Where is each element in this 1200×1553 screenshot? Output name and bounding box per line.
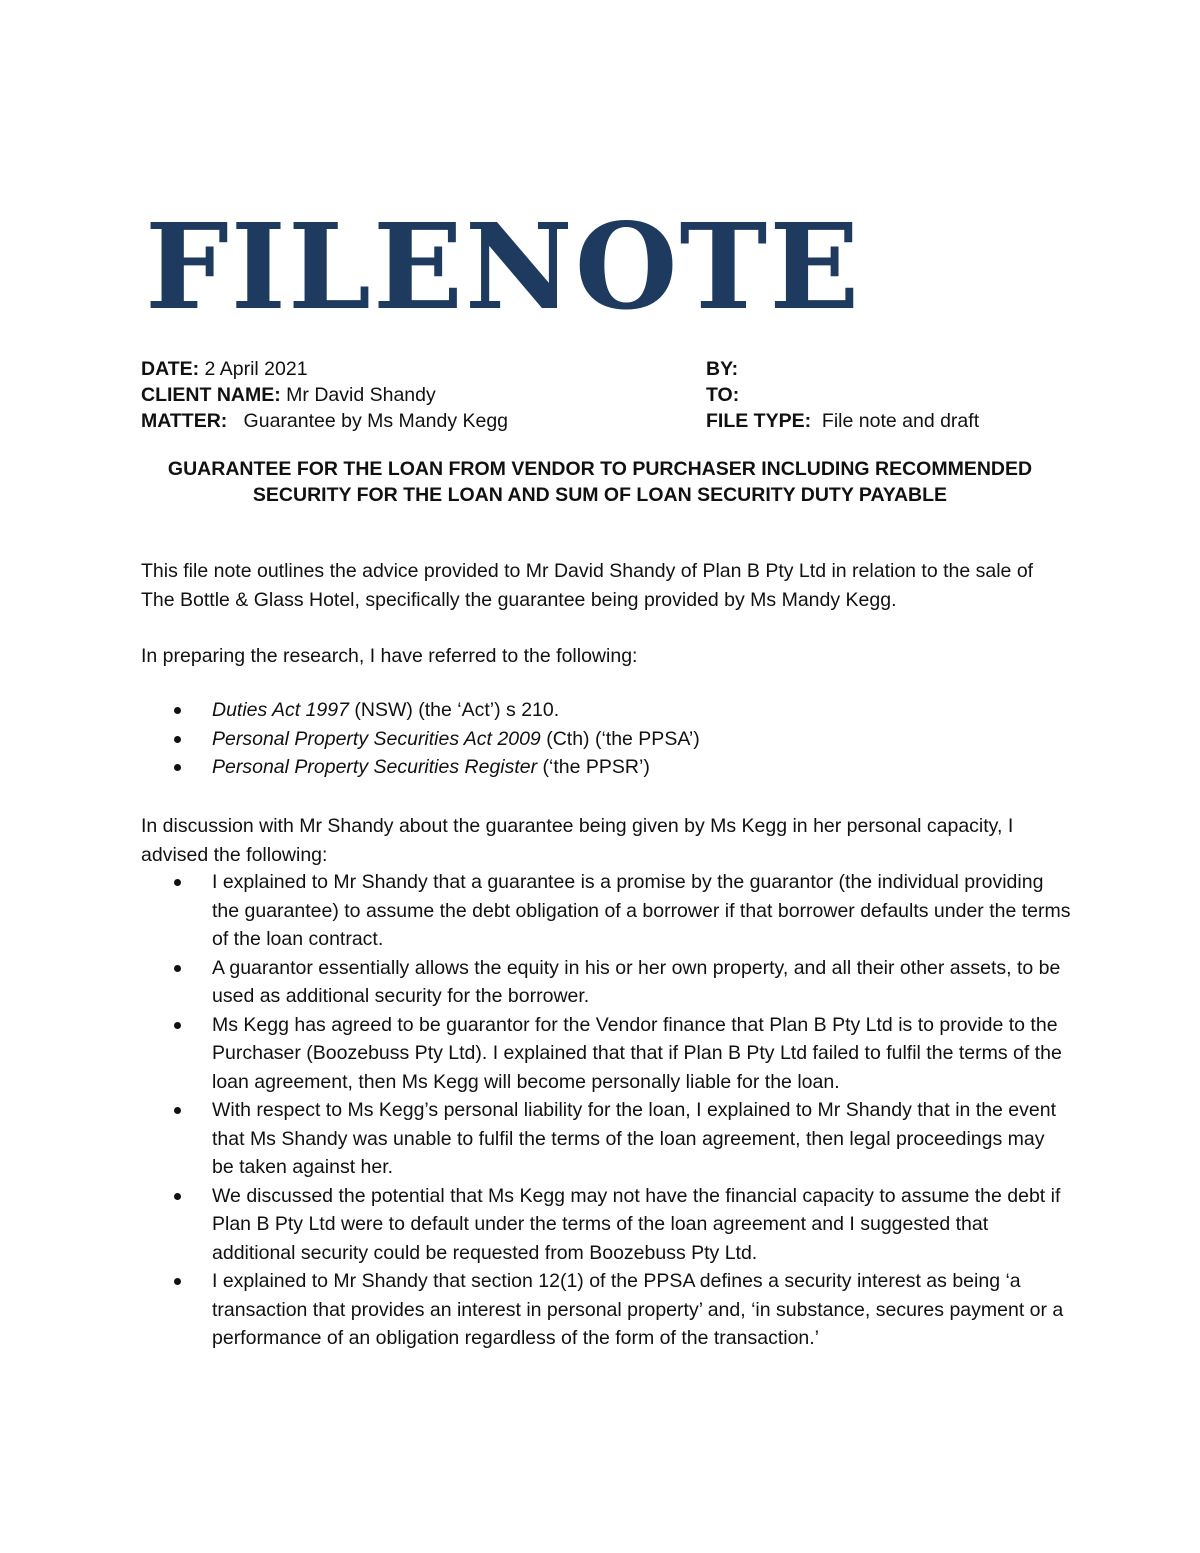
- list-item: [141, 696, 1071, 725]
- bullet-icon: [174, 707, 181, 714]
- list-item: [141, 1096, 1071, 1182]
- advice-text: A guarantor essentially allows the equity in his or her own property, and all their other assets, to be used as additional security for the borrower.: [212, 956, 1061, 1007]
- reference-detail: (Cth) (‘the PPSA’): [540, 727, 700, 750]
- bullet-icon: [174, 764, 181, 771]
- meta-label: BY:: [706, 358, 739, 380]
- meta-label: CLIENT NAME:: [141, 384, 281, 406]
- meta-label: MATTER:: [141, 410, 228, 432]
- list-item: [141, 753, 1071, 782]
- meta-label: FILE TYPE:: [706, 410, 812, 432]
- list-item: [141, 1267, 1071, 1353]
- list-item: [141, 868, 1071, 954]
- bullet-icon: [174, 965, 181, 972]
- meta-left-block: [141, 356, 681, 434]
- meta-date: [141, 356, 681, 382]
- advice-text: We discussed the potential that Ms Kegg may not have the financial capacity to assume the debt if Plan B Pty Ltd were to default under the terms of the loan agreement and I suggested that additional security could be requested from Boozebuss Pty Ltd.: [212, 1184, 1061, 1264]
- list-item: [141, 725, 1071, 754]
- meta-value: File note and draft: [811, 410, 980, 432]
- meta-client-name: [141, 382, 681, 408]
- bullet-icon: [174, 1107, 181, 1114]
- meta-label: DATE:: [141, 358, 200, 380]
- bullet-icon: [174, 736, 181, 743]
- meta-value: 2 April 2021: [199, 358, 308, 380]
- meta-to: [706, 382, 1146, 408]
- research-intro-paragraph: In preparing the research, I have referred to the following:: [141, 645, 638, 667]
- discussion-intro-paragraph: In discussion with Mr Shandy about the guarantee being given by Ms Kegg in her personal capacity, I advised the following:: [141, 815, 1014, 866]
- list-item: [141, 1011, 1071, 1097]
- reference-detail: (NSW) (the ‘Act’) s 210.: [348, 699, 560, 721]
- meta-right-block: [706, 356, 1146, 434]
- reference-detail: (‘the PPSR’): [537, 756, 650, 778]
- document-title: FILENOTE: [145, 197, 862, 336]
- meta-value: Mr David Shandy: [280, 384, 436, 406]
- meta-matter: [141, 408, 681, 434]
- list-item: [141, 1182, 1071, 1268]
- meta-label: TO:: [706, 384, 740, 406]
- advice-list: [141, 868, 1071, 1353]
- advice-text: I explained to Mr Shandy that a guarantee is a promise by the guarantor (the individual providing the guarantee) to assume the debt obligation of a borrower if that borrower defaults under the terms of the loan contract.: [212, 871, 1071, 950]
- reference-title: Personal Property Securities Register: [212, 756, 538, 778]
- bullet-icon: [174, 1193, 181, 1200]
- intro-paragraph: This file note outlines the advice provided to Mr David Shandy of Plan B Pty Ltd in relation to the sale of The Bottle & Glass Hotel, specifically the guarantee being provided by Ms Mandy Kegg.: [141, 560, 1034, 611]
- bullet-icon: [174, 1022, 181, 1029]
- meta-file-type: [706, 408, 1146, 434]
- advice-text: I explained to Mr Shandy that section 12(1) of the PPSA defines a security interest as being ‘a transaction that provides an interest in personal property’ and, ‘in substance, secures payment or a performance of an obligation regardless of the form of the transaction.’: [212, 1270, 1064, 1349]
- list-item: [141, 954, 1071, 1011]
- meta-value: Guarantee by Ms Mandy Kegg: [227, 410, 509, 432]
- reference-title: Personal Property Securities Act 2009: [212, 727, 541, 750]
- reference-title: Duties Act 1997: [212, 699, 349, 721]
- meta-by: [706, 356, 1146, 382]
- advice-text: Ms Kegg has agreed to be guarantor for the Vendor finance that Plan B Pty Ltd is to provide to the Purchaser (Boozebuss Pty Ltd). I explained that that if Plan B Pty Ltd failed to fulfil the terms of the loan agreement, then Ms Kegg will become personally liable for the loan.: [212, 1013, 1062, 1093]
- advice-text: With respect to Ms Kegg’s personal liability for the loan, I explained to Mr Shandy that in the event that Ms Shandy was unable to fulfil the terms of the loan agreement, then legal proceedings may be taken against her.: [212, 1099, 1057, 1178]
- document-heading: GUARANTEE FOR THE LOAN FROM VENDOR TO PURCHASER INCLUDING RECOMMENDED SECURITY FOR THE LOAN AND SUM OF LOAN SECURITY DUTY PAYABLE: [167, 458, 1033, 506]
- references-list: [141, 696, 1071, 782]
- bullet-icon: [174, 1278, 181, 1285]
- bullet-icon: [174, 879, 181, 886]
